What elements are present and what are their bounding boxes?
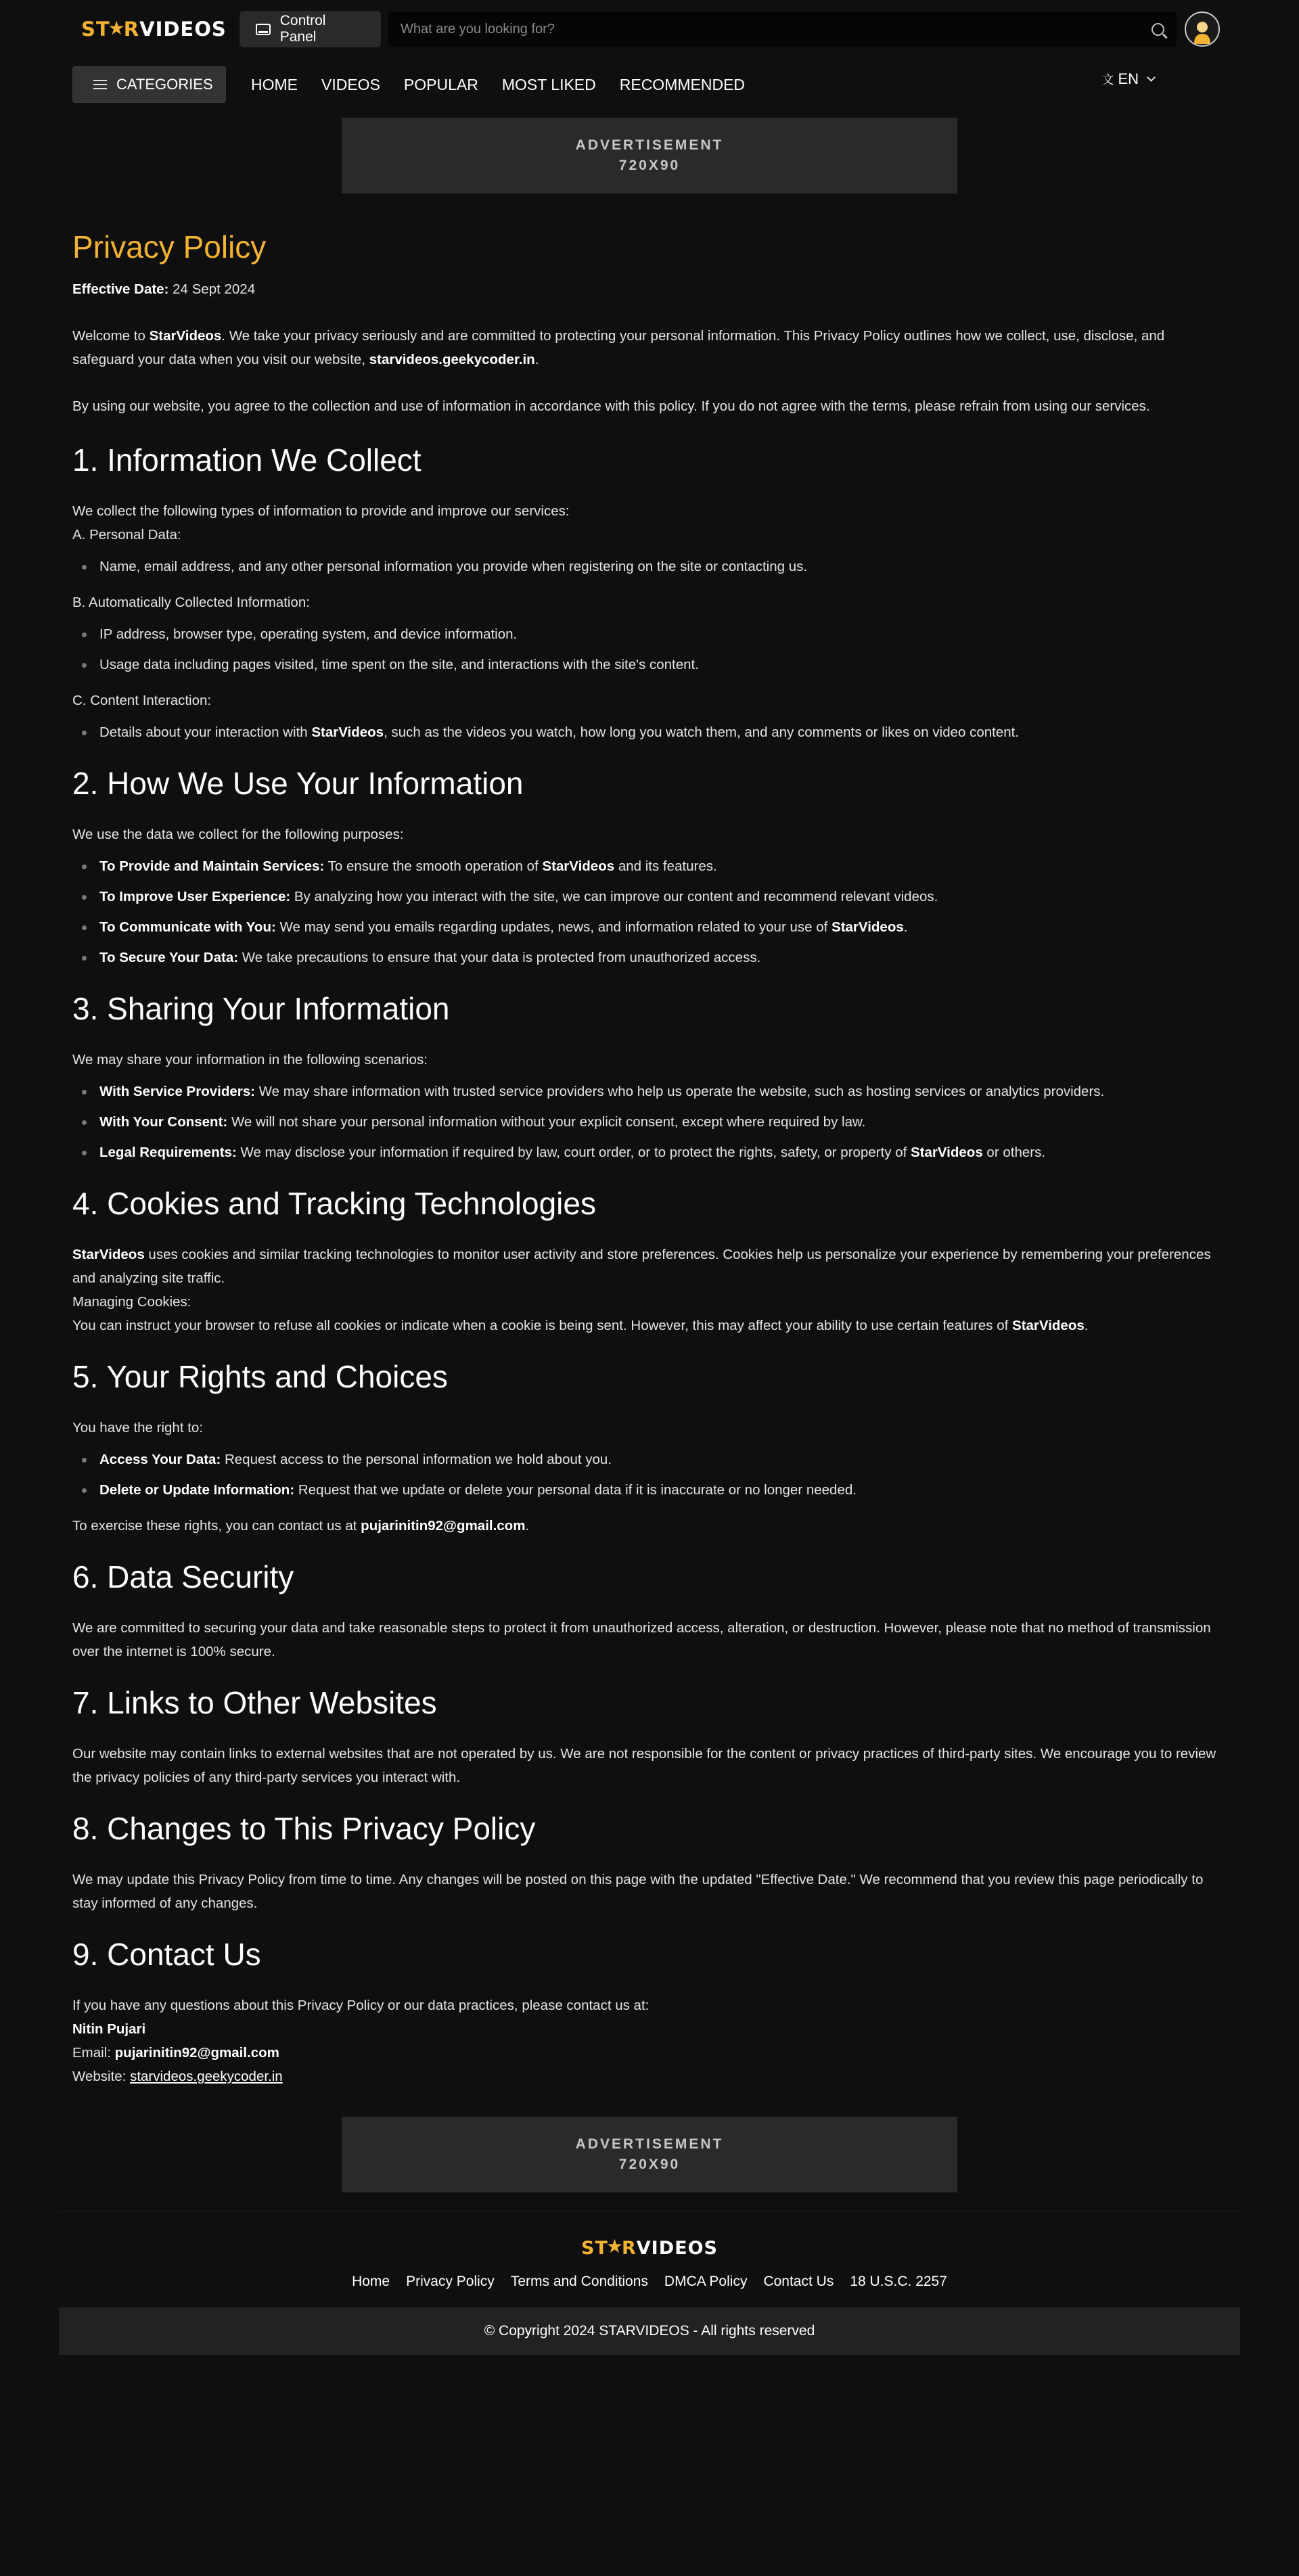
control-panel-button[interactable]	[240, 11, 381, 47]
page-title: Privacy Policy	[72, 229, 267, 264]
footer-link-privacy-policy[interactable]: Privacy Policy	[406, 2274, 495, 2289]
nav-link-videos[interactable]: VIDEOS	[321, 75, 380, 93]
list-item: To Provide and Maintain Services: To ensure the smooth operation of StarVideos and its features.	[72, 854, 1227, 878]
contact-email[interactable]: pujarinitin92@gmail.com	[361, 1518, 526, 1534]
translate-icon: 文	[1101, 73, 1114, 87]
footer-link-contact[interactable]: Contact Us	[763, 2274, 834, 2289]
copyright-text: © Copyright 2024 STARVIDEOS - All rights reserved	[484, 2323, 815, 2339]
ad-label: ADVERTISEMENT	[575, 2136, 724, 2152]
section-1-intro: We collect the following types of information to provide and improve our services:	[72, 503, 570, 519]
effective-date: Effective Date: 24 Sept 2024	[72, 281, 256, 297]
language-label: EN	[1118, 70, 1139, 87]
exercise-rights-paragraph: To exercise these rights, you can contact us at pujarinitin92@gmail.com.	[72, 1518, 530, 1534]
footer-link-dmca[interactable]: DMCA Policy	[664, 2274, 748, 2289]
nav-link-recommended[interactable]: RECOMMENDED	[619, 75, 746, 93]
section-heading-4: 4. Cookies and Tracking Technologies	[72, 1186, 596, 1221]
footer-links	[0, 2274, 1299, 2290]
cookies-paragraph: StarVideos uses cookies and similar tracking technologies to monitor user activity and store preferences. Cookies help us personalize your experience by remembering your preferences and analyzing site traffic.	[72, 1247, 1211, 1286]
language-selector[interactable]	[1101, 70, 1154, 88]
contact-intro: If you have any questions about this Privacy Policy or our data practices, please contact us at:	[72, 1998, 650, 2013]
section-heading-5: 5. Your Rights and Choices	[72, 1359, 448, 1394]
auto-collected-label: B. Automatically Collected Information:	[72, 595, 310, 610]
star-icon: ★	[606, 2235, 624, 2257]
section-heading-2: 2. How We Use Your Information	[72, 766, 524, 801]
list-item: To Improve User Experience: By analyzing how you interact with the site, we can improve our content and recommend relevant videos.	[72, 885, 1227, 908]
section-heading-7: 7. Links to Other Websites	[72, 1685, 437, 1720]
categories-label: CATEGORIES	[116, 76, 213, 93]
nav-link-most-liked[interactable]: MOST LIKED	[501, 75, 596, 93]
list-item: Legal Requirements: We may disclose your information if required by law, court order, or to protect the rights, safety, or property of StarVideos or others.	[72, 1141, 1227, 1164]
ad-size: 720X90	[618, 158, 681, 173]
sharing-list	[72, 1080, 1227, 1164]
list-icon	[93, 79, 107, 90]
site-header	[0, 0, 1299, 111]
list-item: With Your Consent: We will not share your personal information without your explicit consent, except where required by law.	[72, 1110, 1227, 1134]
content-interaction-list	[72, 720, 1227, 744]
ad-size: 720X90	[618, 2157, 681, 2172]
section-heading-9: 9. Contact Us	[72, 1937, 261, 1972]
header-bar	[72, 0, 1227, 58]
footer-link-home[interactable]: Home	[352, 2274, 390, 2289]
managing-cookies-label: Managing Cookies:	[72, 1294, 191, 1310]
list-item: With Service Providers: We may share information with trusted service providers who help us operate the website, such as hosting services or analytics providers.	[72, 1080, 1227, 1103]
main-nav	[72, 58, 1227, 111]
section-5-intro: You have the right to:	[72, 1420, 203, 1435]
list-item: Access Your Data: Request access to the personal information we hold about you.	[72, 1448, 1227, 1471]
list-item: Name, email address, and any other personal information you provide when registering on the site or contacting us.	[72, 555, 1227, 578]
monitor-icon	[256, 24, 271, 35]
usage-list	[72, 854, 1227, 969]
site-logo[interactable]	[81, 18, 233, 41]
list-item: Details about your interaction with StarVideos, such as the videos you watch, how long you watch them, and any comments or likes on video content.	[72, 720, 1227, 744]
categories-button[interactable]	[72, 66, 226, 103]
website-link[interactable]: starvideos.geekycoder.in	[130, 2069, 283, 2084]
user-avatar-icon[interactable]	[1185, 12, 1220, 47]
intro-paragraph: Welcome to StarVideos. We take your privacy seriously and are committed to protecting your personal information. This Privacy Policy outlines how we collect, use, disclose, and safeguard your data when you visit our website, starvideos.geekycoder.in.	[72, 328, 1165, 367]
consent-paragraph: By using our website, you agree to the collection and use of information in accordance with this policy. If you do not agree with the terms, please refrain from using our services.	[72, 398, 1150, 414]
footer-divider	[59, 2211, 1240, 2212]
personal-data-label: A. Personal Data:	[72, 527, 181, 543]
privacy-policy-content	[0, 229, 1299, 2088]
contact-email-line: Email: pujarinitin92@gmail.com	[72, 2045, 279, 2061]
section-heading-8: 8. Changes to This Privacy Policy	[72, 1811, 536, 1846]
nav-link-popular[interactable]: POPULAR	[403, 75, 478, 93]
user-avatar-figure	[1187, 14, 1217, 44]
rights-list	[72, 1448, 1227, 1502]
personal-data-list	[72, 555, 1227, 578]
section-2-intro: We use the data we collect for the following purposes:	[72, 827, 404, 842]
search-icon[interactable]	[1152, 23, 1164, 36]
logo-text: ST★RVIDEOS	[81, 17, 227, 41]
copyright-bar	[59, 2307, 1240, 2355]
chevron-down-icon	[1147, 73, 1156, 82]
star-icon: ★	[108, 17, 126, 39]
control-panel-label: Control Panel	[279, 13, 326, 45]
list-item: To Communicate with You: We may send you emails regarding updates, news, and information related to your use of StarVideos.	[72, 915, 1227, 939]
ad-label: ADVERTISEMENT	[575, 137, 724, 153]
nav-links	[251, 76, 745, 94]
advertisement-bottom[interactable]	[342, 2117, 957, 2192]
external-links-paragraph: Our website may contain links to external websites that are not operated by us. We are not responsible for the content or privacy practices of third-party sites. We encourage you to review the privacy policies of any third-party services you interact with.	[72, 1746, 1216, 1785]
list-item: To Secure Your Data: We take precautions to ensure that your data is protected from unauthorized access.	[72, 946, 1227, 969]
auto-collected-list	[72, 622, 1227, 676]
contact-name: Nitin Pujari	[72, 2021, 146, 2037]
managing-cookies-paragraph: You can instruct your browser to refuse all cookies or indicate when a cookie is being sent. However, this may affect your ability to use certain features of StarVideos.	[72, 1318, 1089, 1333]
section-heading-3: 3. Sharing Your Information	[72, 991, 450, 1026]
section-heading-6: 6. Data Security	[72, 1559, 294, 1594]
section-3-intro: We may share your information in the following scenarios:	[72, 1052, 428, 1067]
contact-email-link[interactable]: pujarinitin92@gmail.com	[114, 2045, 279, 2061]
footer-logo-text: ST★RVIDEOS	[581, 2235, 718, 2259]
search-bar	[388, 12, 1177, 47]
section-heading-1: 1. Information We Collect	[72, 442, 421, 478]
advertisement-top[interactable]	[342, 118, 957, 193]
list-item: IP address, browser type, operating system, and device information.	[72, 622, 1227, 646]
footer-link-2257[interactable]: 18 U.S.C. 2257	[850, 2274, 947, 2289]
footer-link-terms[interactable]: Terms and Conditions	[510, 2274, 648, 2289]
list-item: Delete or Update Information: Request that we update or delete your personal data if it is inaccurate or no longer needed.	[72, 1478, 1227, 1502]
contact-website-line: Website: starvideos.geekycoder.in	[72, 2069, 283, 2084]
content-interaction-label: C. Content Interaction:	[72, 693, 212, 708]
data-security-paragraph: We are committed to securing your data and take reasonable steps to protect it from unauthorized access, alteration, or destruction. However, please note that no method of transmission over the internet is 100% secure.	[72, 1620, 1211, 1659]
list-item: Usage data including pages visited, time spent on the site, and interactions with the site's content.	[72, 653, 1227, 676]
changes-paragraph: We may update this Privacy Policy from time to time. Any changes will be posted on this page with the updated "Effective Date." We recommend that you review this page periodically to stay informed of any changes.	[72, 1872, 1204, 1911]
nav-link-home[interactable]: HOME	[251, 75, 298, 93]
footer-logo[interactable]	[0, 2236, 1299, 2259]
search-input[interactable]	[401, 22, 1152, 37]
